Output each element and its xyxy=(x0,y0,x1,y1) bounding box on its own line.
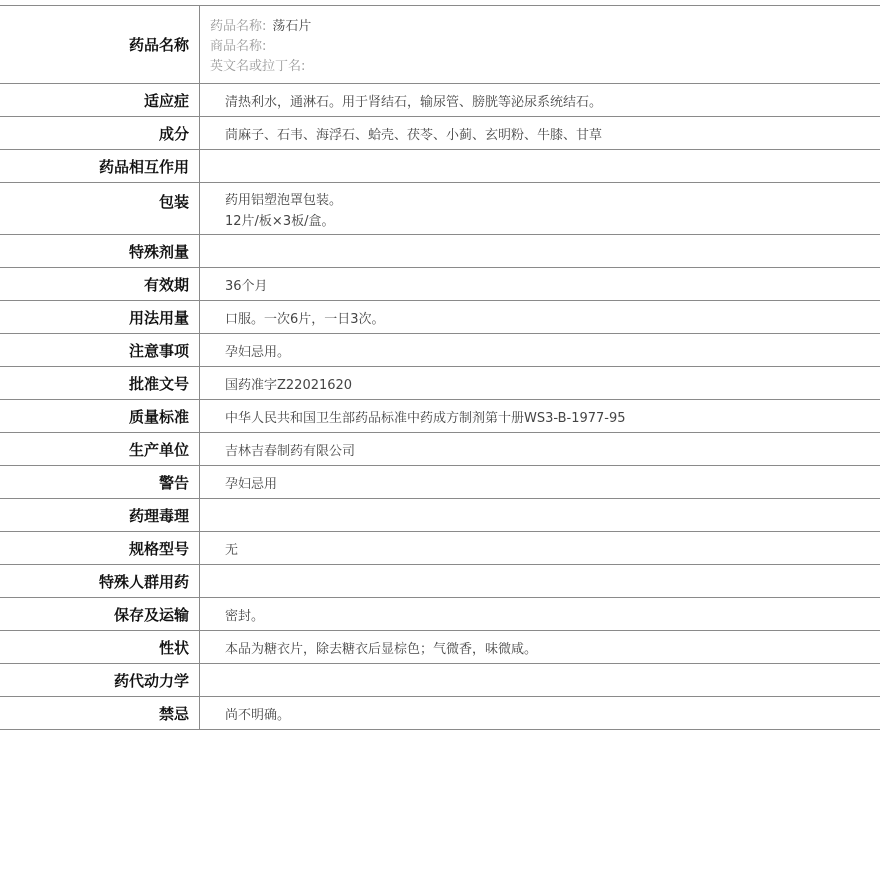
precautions-row xyxy=(0,334,880,367)
row-label: 禁忌 xyxy=(0,697,200,729)
row-value: 本品为糖衣片，除去糖衣后显棕色；气微香，味微咸。 xyxy=(225,641,538,657)
drug-name-value: 荡石片 xyxy=(272,19,312,34)
manufacturer-row xyxy=(0,433,880,466)
row-label: 特殊剂量 xyxy=(0,235,200,267)
row-value: 口服。一次6片，一日3次。 xyxy=(225,311,385,327)
row-value xyxy=(200,499,880,531)
row-label: 药理毒理 xyxy=(0,499,200,531)
row-value: 吉林吉春制药有限公司 xyxy=(225,443,356,459)
interactions-row xyxy=(0,150,880,183)
contraindications-row xyxy=(0,697,880,730)
specification-row xyxy=(0,532,880,565)
row-value: 尚不明确。 xyxy=(225,707,291,723)
row-value xyxy=(200,664,880,696)
drug-names-row xyxy=(0,6,880,84)
row-label: 有效期 xyxy=(0,268,200,300)
row-label: 规格型号 xyxy=(0,532,200,564)
row-value xyxy=(200,565,880,597)
description-row xyxy=(0,631,880,664)
latin-name-line xyxy=(210,57,311,77)
row-value: 孕妇忌用 xyxy=(225,476,278,492)
row-value: 密封。 xyxy=(225,608,265,624)
drug-names-values xyxy=(200,6,880,83)
row-label: 药品名称 xyxy=(0,6,200,83)
drug-name-key: 药品名称: xyxy=(210,19,267,34)
row-value: 国药准字Z22021620 xyxy=(225,377,353,393)
row-label: 用法用量 xyxy=(0,301,200,333)
ingredients-row xyxy=(0,117,880,150)
trade-name-line xyxy=(210,37,272,57)
row-label: 注意事项 xyxy=(0,334,200,366)
row-label: 生产单位 xyxy=(0,433,200,465)
row-value: 无 xyxy=(225,542,239,558)
storage-transport-row xyxy=(0,598,880,631)
row-label: 保存及运输 xyxy=(0,598,200,630)
approval-number-row xyxy=(0,367,880,400)
packaging-row xyxy=(0,183,880,235)
row-value xyxy=(200,235,880,267)
packaging-line: 药用铝塑泡罩包装。 xyxy=(225,193,343,208)
special-dosage-row xyxy=(0,235,880,268)
row-value: 清热利水，通淋石。用于肾结石，输尿管、膀胱等泌尿系统结石。 xyxy=(225,94,603,110)
row-label: 药代动力学 xyxy=(0,664,200,696)
pharmacokinetics-row xyxy=(0,664,880,697)
usage-dosage-row xyxy=(0,301,880,334)
row-value: 孕妇忌用。 xyxy=(225,344,291,360)
row-value: 中华人民共和国卫生部药品标准中药成方制剂第十册WS3-B-1977-95 xyxy=(225,410,626,426)
row-label: 质量标准 xyxy=(0,400,200,432)
shelf-life-row xyxy=(0,268,880,301)
special-population-row xyxy=(0,565,880,598)
indications-row xyxy=(0,84,880,117)
row-label: 适应症 xyxy=(0,84,200,116)
row-value xyxy=(200,183,880,234)
trade-name-key: 商品名称: xyxy=(210,39,267,54)
quality-standard-row xyxy=(0,400,880,433)
packaging-line: 12片/板×3板/盒。 xyxy=(225,214,335,229)
row-value xyxy=(200,150,880,182)
row-label: 特殊人群用药 xyxy=(0,565,200,597)
row-label: 批准文号 xyxy=(0,367,200,399)
row-label: 警告 xyxy=(0,466,200,498)
row-label: 药品相互作用 xyxy=(0,150,200,182)
pharmacology-toxicology-row xyxy=(0,499,880,532)
row-label: 包装 xyxy=(0,183,200,234)
warning-row xyxy=(0,466,880,499)
row-label: 性状 xyxy=(0,631,200,663)
latin-name-key: 英文名或拉丁名: xyxy=(210,59,306,74)
row-value: 36个月 xyxy=(225,278,268,294)
drug-name-line xyxy=(210,17,311,37)
row-label: 成分 xyxy=(0,117,200,149)
drug-info-table xyxy=(0,5,880,730)
row-value: 茼麻子、石韦、海浮石、蛤壳、茯苓、小蓟、玄明粉、牛膝、甘草 xyxy=(225,127,603,143)
